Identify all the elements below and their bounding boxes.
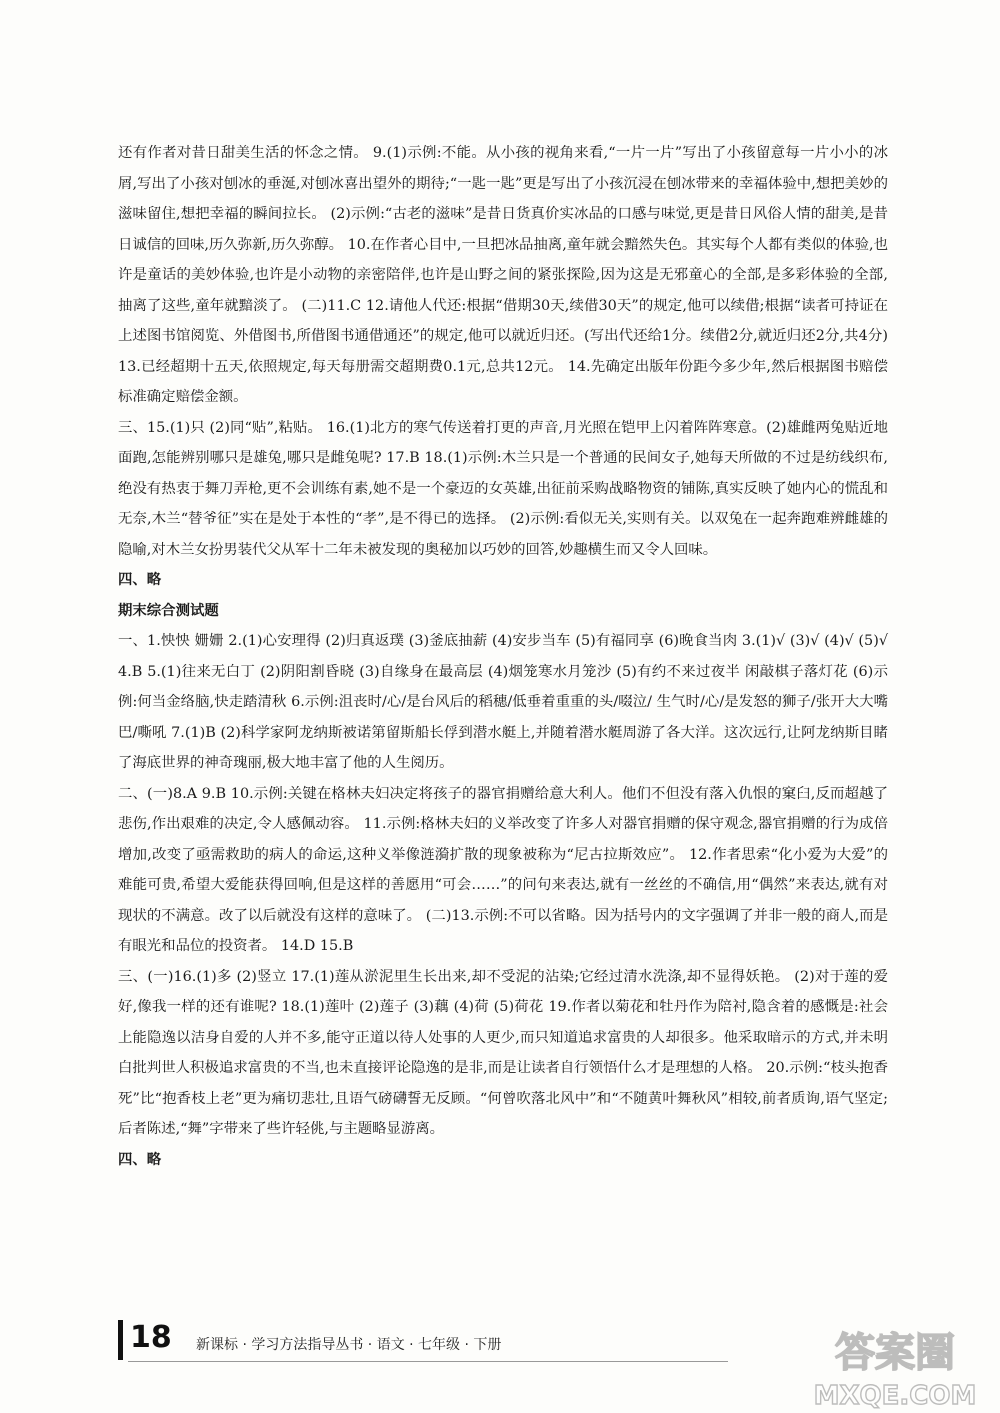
answer-content — [118, 138, 888, 1175]
answer-paragraph-4: 二、(一)8.A 9.B 10.示例:关键在格林夫妇决定将孩子的器官捐赠给意大利人。他们不但没有落入仇恨的窠臼,反而超越了悲伤,作出艰难的决定,令人感佩动容。 11.示例:格林夫妇的义举改变了许多人对器官捐赠的保守观念,器官捐赠的行为成倍增加,改变了亟需救助的病人的命运,这种义举像涟漪扩散的现象被称为“尼古拉斯效应”。 12.作者思索“化小爱为大爱”的难能可贵,希望大爱能获得回响,但是这样的善愿用“可会……”的问句来表达,就有一丝丝的不确信,用“偶然”来表达,就有对现状的不满意。改了以后就没有这样的意味了。 (二)13.示例:不可以省略。因为括号内的文字强调了并非一般的商人,而是有眼光和品位的投资者。 14.D 15.B — [118, 785, 888, 954]
page-number: 18 — [130, 1320, 172, 1355]
page-footer — [118, 1318, 618, 1362]
watermark-logo — [810, 1322, 980, 1410]
watermark-bottom-text: MXQE.COM — [813, 1381, 977, 1410]
answer-paragraph-5: 三、(一)16.(1)多 (2)竖立 17.(1)莲从淤泥里生长出来,却不受泥的沾染;它经过清水洗涤,却不显得妖艳。 (2)对于莲的爱好,像我一样的还有谁呢? 18.(1)莲叶 (2)莲子 (3)藕 (4)荷 (5)荷花 19.作者以菊花和牡丹作为陪衬,隐含着的感慨是:社会上能隐逸以洁身自爱的人并不多,能守正道以待人处事的人更少,而只知道追求富贵的人却很多。他采取暗示的方式,并未明白批判世人积极追求富贵的不当,也未直接评论隐逸的是非,而是让读者自行领悟什么才是理想的人格。 20.示例:“枝头抱香死”比“抱香枝上老”更为痛切悲壮,且语气磅礴誓无反顾。“何曾吹落北风中”和“不随黄叶舞秋风”相较,前者质询,语气坚定;后者陈述,“舞”字带来了些许轻佻,与主题略显游离。 — [118, 968, 888, 1137]
section-omitted-2: 四、略 — [118, 1150, 162, 1168]
answer-paragraph-3: 一、1.怏怏 姗姗 2.(1)心安理得 (2)归真返璞 (3)釜底抽薪 (4)安步当车 (5)有福同享 (6)晚食当肉 3.(1)√ (3)√ (4)√ (5)√ 4.B 5.(1)往来无白丁 (2)阴阳割昏晓 (3)自缘身在最高层 (4)烟笼寒水月笼沙 (5)有约不来过夜半 闲敲棋子落灯花 (6)示例:何当金络脑,快走踏清秋 6.示例:沮丧时/心/是台风后的稻穗/低垂着重重的头/啜泣/ 生气时/心/是发怒的狮子/张开大大嘴巴/嘶吼 7.(1)B (2)科学家阿龙纳斯被诺第留斯船长俘到潜水艇上,并随着潜水艇周游了各大洋。这次远行,让阿龙纳斯目睹了海底世界的神奇瑰丽,极大地丰富了他的人生阅历。 — [118, 633, 888, 771]
footer-divider — [128, 1361, 728, 1362]
book-title: 新课标 · 学习方法指导丛书 · 语文 · 七年级 · 下册 — [196, 1337, 502, 1353]
watermark-top-text: 答案圈 — [835, 1330, 955, 1376]
section-heading: 期末综合测试题 — [118, 601, 219, 619]
section-omitted-1: 四、略 — [118, 571, 162, 588]
answer-paragraph-2: 三、15.(1)只 (2)同“贴”,粘贴。 16.(1)北方的寒气传送着打更的声音,月光照在铠甲上闪着阵阵寒意。(2)雄雌两兔贴近地面跑,怎能辨别哪只是雄兔,哪只是雌兔呢? 17.B 18.(1)示例:木兰只是一个普通的民间女子,她每天所做的不过是纺线织布,绝没有热衷于舞刀弄枪,更不会训练有素,她不是一个豪迈的女英雄,出征前采购战略物资的铺陈,真实反映了她内心的慌乱和无奈,木兰“替爷征”实在是处于本性的“孝”,是不得已的选择。 (2)示例:看似无关,实则有关。以双兔在一起奔跑难辨雌雄的隐喻,对木兰女扮男装代父从军十二年未被发现的奥秘加以巧妙的回答,妙趣横生而又令人回味。 — [118, 419, 888, 558]
answer-paragraph-1: 还有作者对昔日甜美生活的怀念之情。 9.(1)示例:不能。从小孩的视角来看,“一片一片”写出了小孩留意每一片小小的冰屑,写出了小孩对刨冰的垂涎,对刨冰喜出望外的期待;“一匙一匙”更是写出了小孩沉浸在刨冰带来的幸福体验中,想把美妙的滋味留住,想把幸福的瞬间拉长。 (2)示例:“古老的滋味”是昔日货真价实冰品的口感与味觉,更是昔日风俗人情的甜美,是昔日诚信的回味,历久弥新,历久弥醇。 10.在作者心目中,一旦把冰品抽离,童年就会黯然失色。其实每个人都有类似的体验,也许是童话的美妙体验,也许是小动物的亲密陪伴,也许是山野之间的紧张探险,因为这是无邪童心的全部,是多彩体验的全部,抽离了这些,童年就黯淡了。 (二)11.C 12.请他人代还:根据“借期30天,续借30天”的规定,他可以续借;根据“读者可持证在上述图书馆阅览、外借图书,所借图书通借通还”的规定,他可以就近归还。(写出代还给1分。续借2分,就近归还2分,共4分) 13.已经超期十五天,依照规定,每天每册需交超期费0.1元,总共12元。 14.先确定出版年份距今多少年,然后根据图书赔偿标准确定赔偿金额。 — [118, 145, 888, 405]
footer-bar — [118, 1320, 123, 1360]
